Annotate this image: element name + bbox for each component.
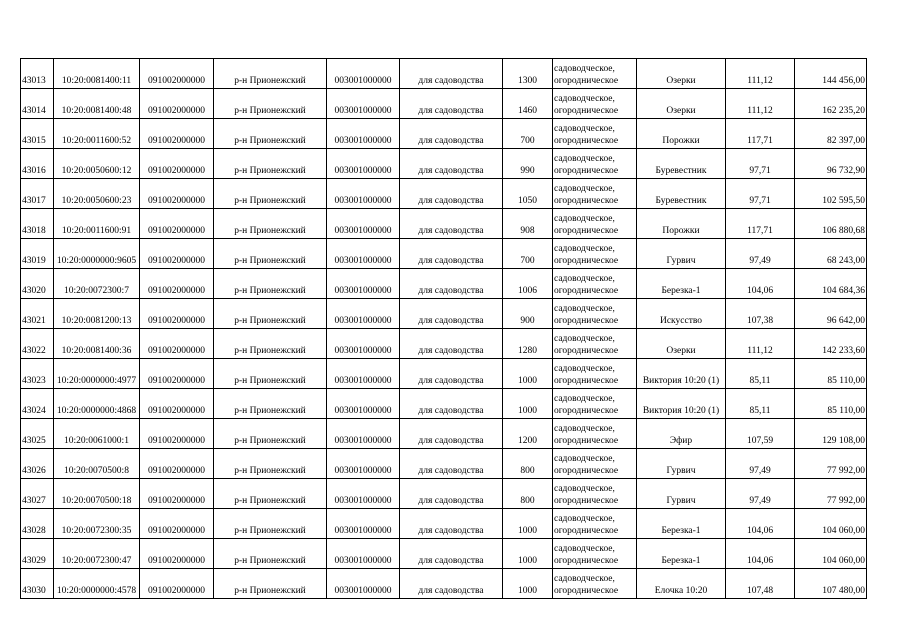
category-cell [553, 359, 637, 389]
record-number-cell: 43016 [21, 149, 54, 179]
category-line-1: садоводческое, [554, 214, 615, 224]
category-line-2: огородническое [554, 346, 619, 356]
permitted-use-cell: для садоводства [400, 239, 503, 269]
code-cell: 091002000000 [140, 479, 214, 509]
cadastral-number-cell: 10:20:0011600:52 [54, 119, 140, 149]
area-cell: 1000 [503, 359, 553, 389]
category-line-1: садоводческое, [554, 334, 615, 344]
category-line-2: огородническое [554, 526, 619, 536]
code-cell: 091002000000 [140, 149, 214, 179]
area-cell: 1000 [503, 569, 553, 599]
table-body [21, 59, 867, 599]
category-line-1: садоводческое, [554, 514, 615, 524]
code-cell: 091002000000 [140, 299, 214, 329]
oktmo-code-cell: 003001000000 [327, 569, 400, 599]
code-cell: 091002000000 [140, 89, 214, 119]
cadastral-number-cell: 10:20:0000000:9605 [54, 239, 140, 269]
category-cell [553, 539, 637, 569]
settlement-name-cell: Гурвич [637, 239, 726, 269]
district-cell: р-н Прионежский [214, 89, 327, 119]
record-number-cell: 43024 [21, 389, 54, 419]
cadastral-number-cell: 10:20:0061000:1 [54, 419, 140, 449]
code-cell: 091002000000 [140, 389, 214, 419]
category-cell [553, 449, 637, 479]
oktmo-code-cell: 003001000000 [327, 239, 400, 269]
permitted-use-cell: для садоводства [400, 509, 503, 539]
area-cell: 1000 [503, 389, 553, 419]
oktmo-code-cell: 003001000000 [327, 509, 400, 539]
code-cell: 091002000000 [140, 329, 214, 359]
category-cell [553, 329, 637, 359]
area-cell: 800 [503, 479, 553, 509]
cadastral-number-cell: 10:20:0070500:18 [54, 479, 140, 509]
category-cell [553, 119, 637, 149]
record-number-cell: 43018 [21, 209, 54, 239]
settlement-name-cell: Искусство [637, 299, 726, 329]
record-number-cell: 43029 [21, 539, 54, 569]
category-cell [553, 389, 637, 419]
record-number-cell: 43021 [21, 299, 54, 329]
permitted-use-cell: для садоводства [400, 299, 503, 329]
oktmo-code-cell: 003001000000 [327, 419, 400, 449]
table-row [21, 269, 867, 299]
oktmo-code-cell: 003001000000 [327, 389, 400, 419]
cadastral-value-cell: 144 456,00 [795, 59, 867, 89]
district-cell: р-н Прионежский [214, 359, 327, 389]
record-number-cell: 43028 [21, 509, 54, 539]
code-cell: 091002000000 [140, 359, 214, 389]
permitted-use-cell: для садоводства [400, 389, 503, 419]
cadastral-value-cell: 104 060,00 [795, 509, 867, 539]
district-cell: р-н Прионежский [214, 179, 327, 209]
settlement-name-cell: Озерки [637, 329, 726, 359]
category-line-2: огородническое [554, 286, 619, 296]
settlement-name-cell: Березка-1 [637, 269, 726, 299]
category-cell [553, 299, 637, 329]
area-cell: 1050 [503, 179, 553, 209]
specific-value-cell: 97,49 [726, 449, 795, 479]
specific-value-cell: 107,48 [726, 569, 795, 599]
category-line-1: садоводческое, [554, 574, 615, 584]
area-cell: 990 [503, 149, 553, 179]
category-cell [553, 509, 637, 539]
district-cell: р-н Прионежский [214, 539, 327, 569]
category-line-1: садоводческое, [554, 454, 615, 464]
code-cell: 091002000000 [140, 239, 214, 269]
cadastral-number-cell: 10:20:0081400:11 [54, 59, 140, 89]
specific-value-cell: 104,06 [726, 269, 795, 299]
category-cell [553, 569, 637, 599]
permitted-use-cell: для садоводства [400, 179, 503, 209]
area-cell: 1200 [503, 419, 553, 449]
oktmo-code-cell: 003001000000 [327, 209, 400, 239]
category-line-2: огородническое [554, 496, 619, 506]
cadastral-value-cell: 77 992,00 [795, 449, 867, 479]
table-row [21, 59, 867, 89]
code-cell: 091002000000 [140, 509, 214, 539]
district-cell: р-н Прионежский [214, 209, 327, 239]
district-cell: р-н Прионежский [214, 479, 327, 509]
permitted-use-cell: для садоводства [400, 419, 503, 449]
permitted-use-cell: для садоводства [400, 539, 503, 569]
category-line-2: огородническое [554, 376, 619, 386]
category-line-2: огородническое [554, 136, 619, 146]
code-cell: 091002000000 [140, 179, 214, 209]
category-cell [553, 59, 637, 89]
document-page [20, 58, 867, 599]
cadastral-number-cell: 10:20:0011600:91 [54, 209, 140, 239]
specific-value-cell: 104,06 [726, 509, 795, 539]
cadastral-number-cell: 10:20:0081200:13 [54, 299, 140, 329]
district-cell: р-н Прионежский [214, 509, 327, 539]
category-line-1: садоводческое, [554, 484, 615, 494]
record-number-cell: 43014 [21, 89, 54, 119]
specific-value-cell: 85,11 [726, 359, 795, 389]
settlement-name-cell: Виктория 10:20 (1) [637, 359, 726, 389]
specific-value-cell: 111,12 [726, 329, 795, 359]
category-line-1: садоводческое, [554, 154, 615, 164]
specific-value-cell: 85,11 [726, 389, 795, 419]
cadastral-number-cell: 10:20:0000000:4578 [54, 569, 140, 599]
cadastral-number-cell: 10:20:0081400:36 [54, 329, 140, 359]
category-cell [553, 89, 637, 119]
record-number-cell: 43025 [21, 419, 54, 449]
record-number-cell: 43023 [21, 359, 54, 389]
specific-value-cell: 97,49 [726, 239, 795, 269]
area-cell: 800 [503, 449, 553, 479]
cadastral-number-cell: 10:20:0000000:4868 [54, 389, 140, 419]
permitted-use-cell: для садоводства [400, 269, 503, 299]
record-number-cell: 43015 [21, 119, 54, 149]
record-number-cell: 43017 [21, 179, 54, 209]
oktmo-code-cell: 003001000000 [327, 179, 400, 209]
oktmo-code-cell: 003001000000 [327, 149, 400, 179]
code-cell: 091002000000 [140, 119, 214, 149]
record-number-cell: 43030 [21, 569, 54, 599]
permitted-use-cell: для садоводства [400, 329, 503, 359]
district-cell: р-н Прионежский [214, 299, 327, 329]
category-line-1: садоводческое, [554, 544, 615, 554]
table-row [21, 509, 867, 539]
category-line-2: огородническое [554, 556, 619, 566]
settlement-name-cell: Березка-1 [637, 539, 726, 569]
table-row [21, 149, 867, 179]
table-row [21, 239, 867, 269]
code-cell: 091002000000 [140, 419, 214, 449]
area-cell: 700 [503, 119, 553, 149]
record-number-cell: 43013 [21, 59, 54, 89]
record-number-cell: 43020 [21, 269, 54, 299]
category-line-2: огородническое [554, 406, 619, 416]
category-line-2: огородническое [554, 316, 619, 326]
area-cell: 1460 [503, 89, 553, 119]
area-cell: 1300 [503, 59, 553, 89]
category-line-1: садоводческое, [554, 64, 615, 74]
cadastral-value-cell: 104 684,36 [795, 269, 867, 299]
specific-value-cell: 111,12 [726, 59, 795, 89]
area-cell: 908 [503, 209, 553, 239]
category-cell [553, 209, 637, 239]
cadastral-number-cell: 10:20:0050600:23 [54, 179, 140, 209]
table-row [21, 539, 867, 569]
cadastral-value-cell: 162 235,20 [795, 89, 867, 119]
table-row [21, 389, 867, 419]
category-cell [553, 269, 637, 299]
category-line-1: садоводческое, [554, 394, 615, 404]
cadastral-number-cell: 10:20:0050600:12 [54, 149, 140, 179]
specific-value-cell: 97,71 [726, 179, 795, 209]
specific-value-cell: 111,12 [726, 89, 795, 119]
settlement-name-cell: Гурвич [637, 479, 726, 509]
land-plots-table [20, 58, 867, 599]
district-cell: р-н Прионежский [214, 419, 327, 449]
area-cell: 700 [503, 239, 553, 269]
table-row [21, 479, 867, 509]
specific-value-cell: 107,38 [726, 299, 795, 329]
category-cell [553, 179, 637, 209]
cadastral-number-cell: 10:20:0070500:8 [54, 449, 140, 479]
code-cell: 091002000000 [140, 209, 214, 239]
oktmo-code-cell: 003001000000 [327, 119, 400, 149]
district-cell: р-н Прионежский [214, 329, 327, 359]
specific-value-cell: 97,71 [726, 149, 795, 179]
table-row [21, 359, 867, 389]
cadastral-value-cell: 85 110,00 [795, 359, 867, 389]
category-line-2: огородническое [554, 466, 619, 476]
table-row [21, 329, 867, 359]
oktmo-code-cell: 003001000000 [327, 329, 400, 359]
permitted-use-cell: для садоводства [400, 569, 503, 599]
settlement-name-cell: Елочка 10:20 [637, 569, 726, 599]
cadastral-value-cell: 107 480,00 [795, 569, 867, 599]
cadastral-value-cell: 142 233,60 [795, 329, 867, 359]
cadastral-number-cell: 10:20:0072300:35 [54, 509, 140, 539]
area-cell: 900 [503, 299, 553, 329]
district-cell: р-н Прионежский [214, 389, 327, 419]
category-line-2: огородническое [554, 586, 619, 596]
category-line-1: садоводческое, [554, 364, 615, 374]
code-cell: 091002000000 [140, 449, 214, 479]
record-number-cell: 43022 [21, 329, 54, 359]
cadastral-value-cell: 82 397,00 [795, 119, 867, 149]
settlement-name-cell: Гурвич [637, 449, 726, 479]
district-cell: р-н Прионежский [214, 569, 327, 599]
category-line-2: огородническое [554, 436, 619, 446]
oktmo-code-cell: 003001000000 [327, 449, 400, 479]
specific-value-cell: 104,06 [726, 539, 795, 569]
specific-value-cell: 117,71 [726, 209, 795, 239]
category-line-2: огородническое [554, 76, 619, 86]
table-row [21, 419, 867, 449]
code-cell: 091002000000 [140, 59, 214, 89]
permitted-use-cell: для садоводства [400, 89, 503, 119]
district-cell: р-н Прионежский [214, 119, 327, 149]
cadastral-number-cell: 10:20:0072300:7 [54, 269, 140, 299]
cadastral-number-cell: 10:20:0081400:48 [54, 89, 140, 119]
cadastral-value-cell: 85 110,00 [795, 389, 867, 419]
settlement-name-cell: Озерки [637, 89, 726, 119]
table-row [21, 119, 867, 149]
category-line-2: огородническое [554, 196, 619, 206]
oktmo-code-cell: 003001000000 [327, 479, 400, 509]
specific-value-cell: 117,71 [726, 119, 795, 149]
cadastral-value-cell: 102 595,50 [795, 179, 867, 209]
category-cell [553, 239, 637, 269]
table-row [21, 209, 867, 239]
area-cell: 1000 [503, 539, 553, 569]
code-cell: 091002000000 [140, 569, 214, 599]
specific-value-cell: 107,59 [726, 419, 795, 449]
district-cell: р-н Прионежский [214, 269, 327, 299]
permitted-use-cell: для садоводства [400, 209, 503, 239]
oktmo-code-cell: 003001000000 [327, 59, 400, 89]
settlement-name-cell: Озерки [637, 59, 726, 89]
settlement-name-cell: Виктория 10:20 (1) [637, 389, 726, 419]
cadastral-value-cell: 129 108,00 [795, 419, 867, 449]
settlement-name-cell: Буревестник [637, 179, 726, 209]
district-cell: р-н Прионежский [214, 149, 327, 179]
table-row [21, 89, 867, 119]
permitted-use-cell: для садоводства [400, 149, 503, 179]
permitted-use-cell: для садоводства [400, 59, 503, 89]
category-cell [553, 419, 637, 449]
permitted-use-cell: для садоводства [400, 359, 503, 389]
category-cell [553, 479, 637, 509]
district-cell: р-н Прионежский [214, 239, 327, 269]
category-line-1: садоводческое, [554, 184, 615, 194]
category-line-1: садоводческое, [554, 124, 615, 134]
cadastral-number-cell: 10:20:0000000:4977 [54, 359, 140, 389]
category-line-2: огородническое [554, 226, 619, 236]
category-cell [553, 149, 637, 179]
category-line-1: садоводческое, [554, 304, 615, 314]
category-line-2: огородническое [554, 106, 619, 116]
code-cell: 091002000000 [140, 269, 214, 299]
cadastral-value-cell: 104 060,00 [795, 539, 867, 569]
record-number-cell: 43026 [21, 449, 54, 479]
category-line-1: садоводческое, [554, 424, 615, 434]
table-row [21, 179, 867, 209]
category-line-2: огородническое [554, 256, 619, 266]
oktmo-code-cell: 003001000000 [327, 89, 400, 119]
category-line-1: садоводческое, [554, 94, 615, 104]
code-cell: 091002000000 [140, 539, 214, 569]
oktmo-code-cell: 003001000000 [327, 269, 400, 299]
cadastral-number-cell: 10:20:0072300:47 [54, 539, 140, 569]
category-line-1: садоводческое, [554, 274, 615, 284]
record-number-cell: 43019 [21, 239, 54, 269]
area-cell: 1006 [503, 269, 553, 299]
area-cell: 1000 [503, 509, 553, 539]
specific-value-cell: 97,49 [726, 479, 795, 509]
oktmo-code-cell: 003001000000 [327, 299, 400, 329]
district-cell: р-н Прионежский [214, 59, 327, 89]
table-row [21, 569, 867, 599]
table-row [21, 299, 867, 329]
category-line-2: огородническое [554, 166, 619, 176]
category-line-1: садоводческое, [554, 244, 615, 254]
settlement-name-cell: Эфир [637, 419, 726, 449]
oktmo-code-cell: 003001000000 [327, 359, 400, 389]
permitted-use-cell: для садоводства [400, 479, 503, 509]
table-row [21, 449, 867, 479]
cadastral-value-cell: 96 642,00 [795, 299, 867, 329]
cadastral-value-cell: 77 992,00 [795, 479, 867, 509]
record-number-cell: 43027 [21, 479, 54, 509]
district-cell: р-н Прионежский [214, 449, 327, 479]
settlement-name-cell: Порожки [637, 209, 726, 239]
cadastral-value-cell: 68 243,00 [795, 239, 867, 269]
area-cell: 1280 [503, 329, 553, 359]
cadastral-value-cell: 96 732,90 [795, 149, 867, 179]
settlement-name-cell: Буревестник [637, 149, 726, 179]
permitted-use-cell: для садоводства [400, 119, 503, 149]
settlement-name-cell: Березка-1 [637, 509, 726, 539]
cadastral-value-cell: 106 880,68 [795, 209, 867, 239]
settlement-name-cell: Порожки [637, 119, 726, 149]
permitted-use-cell: для садоводства [400, 449, 503, 479]
oktmo-code-cell: 003001000000 [327, 539, 400, 569]
